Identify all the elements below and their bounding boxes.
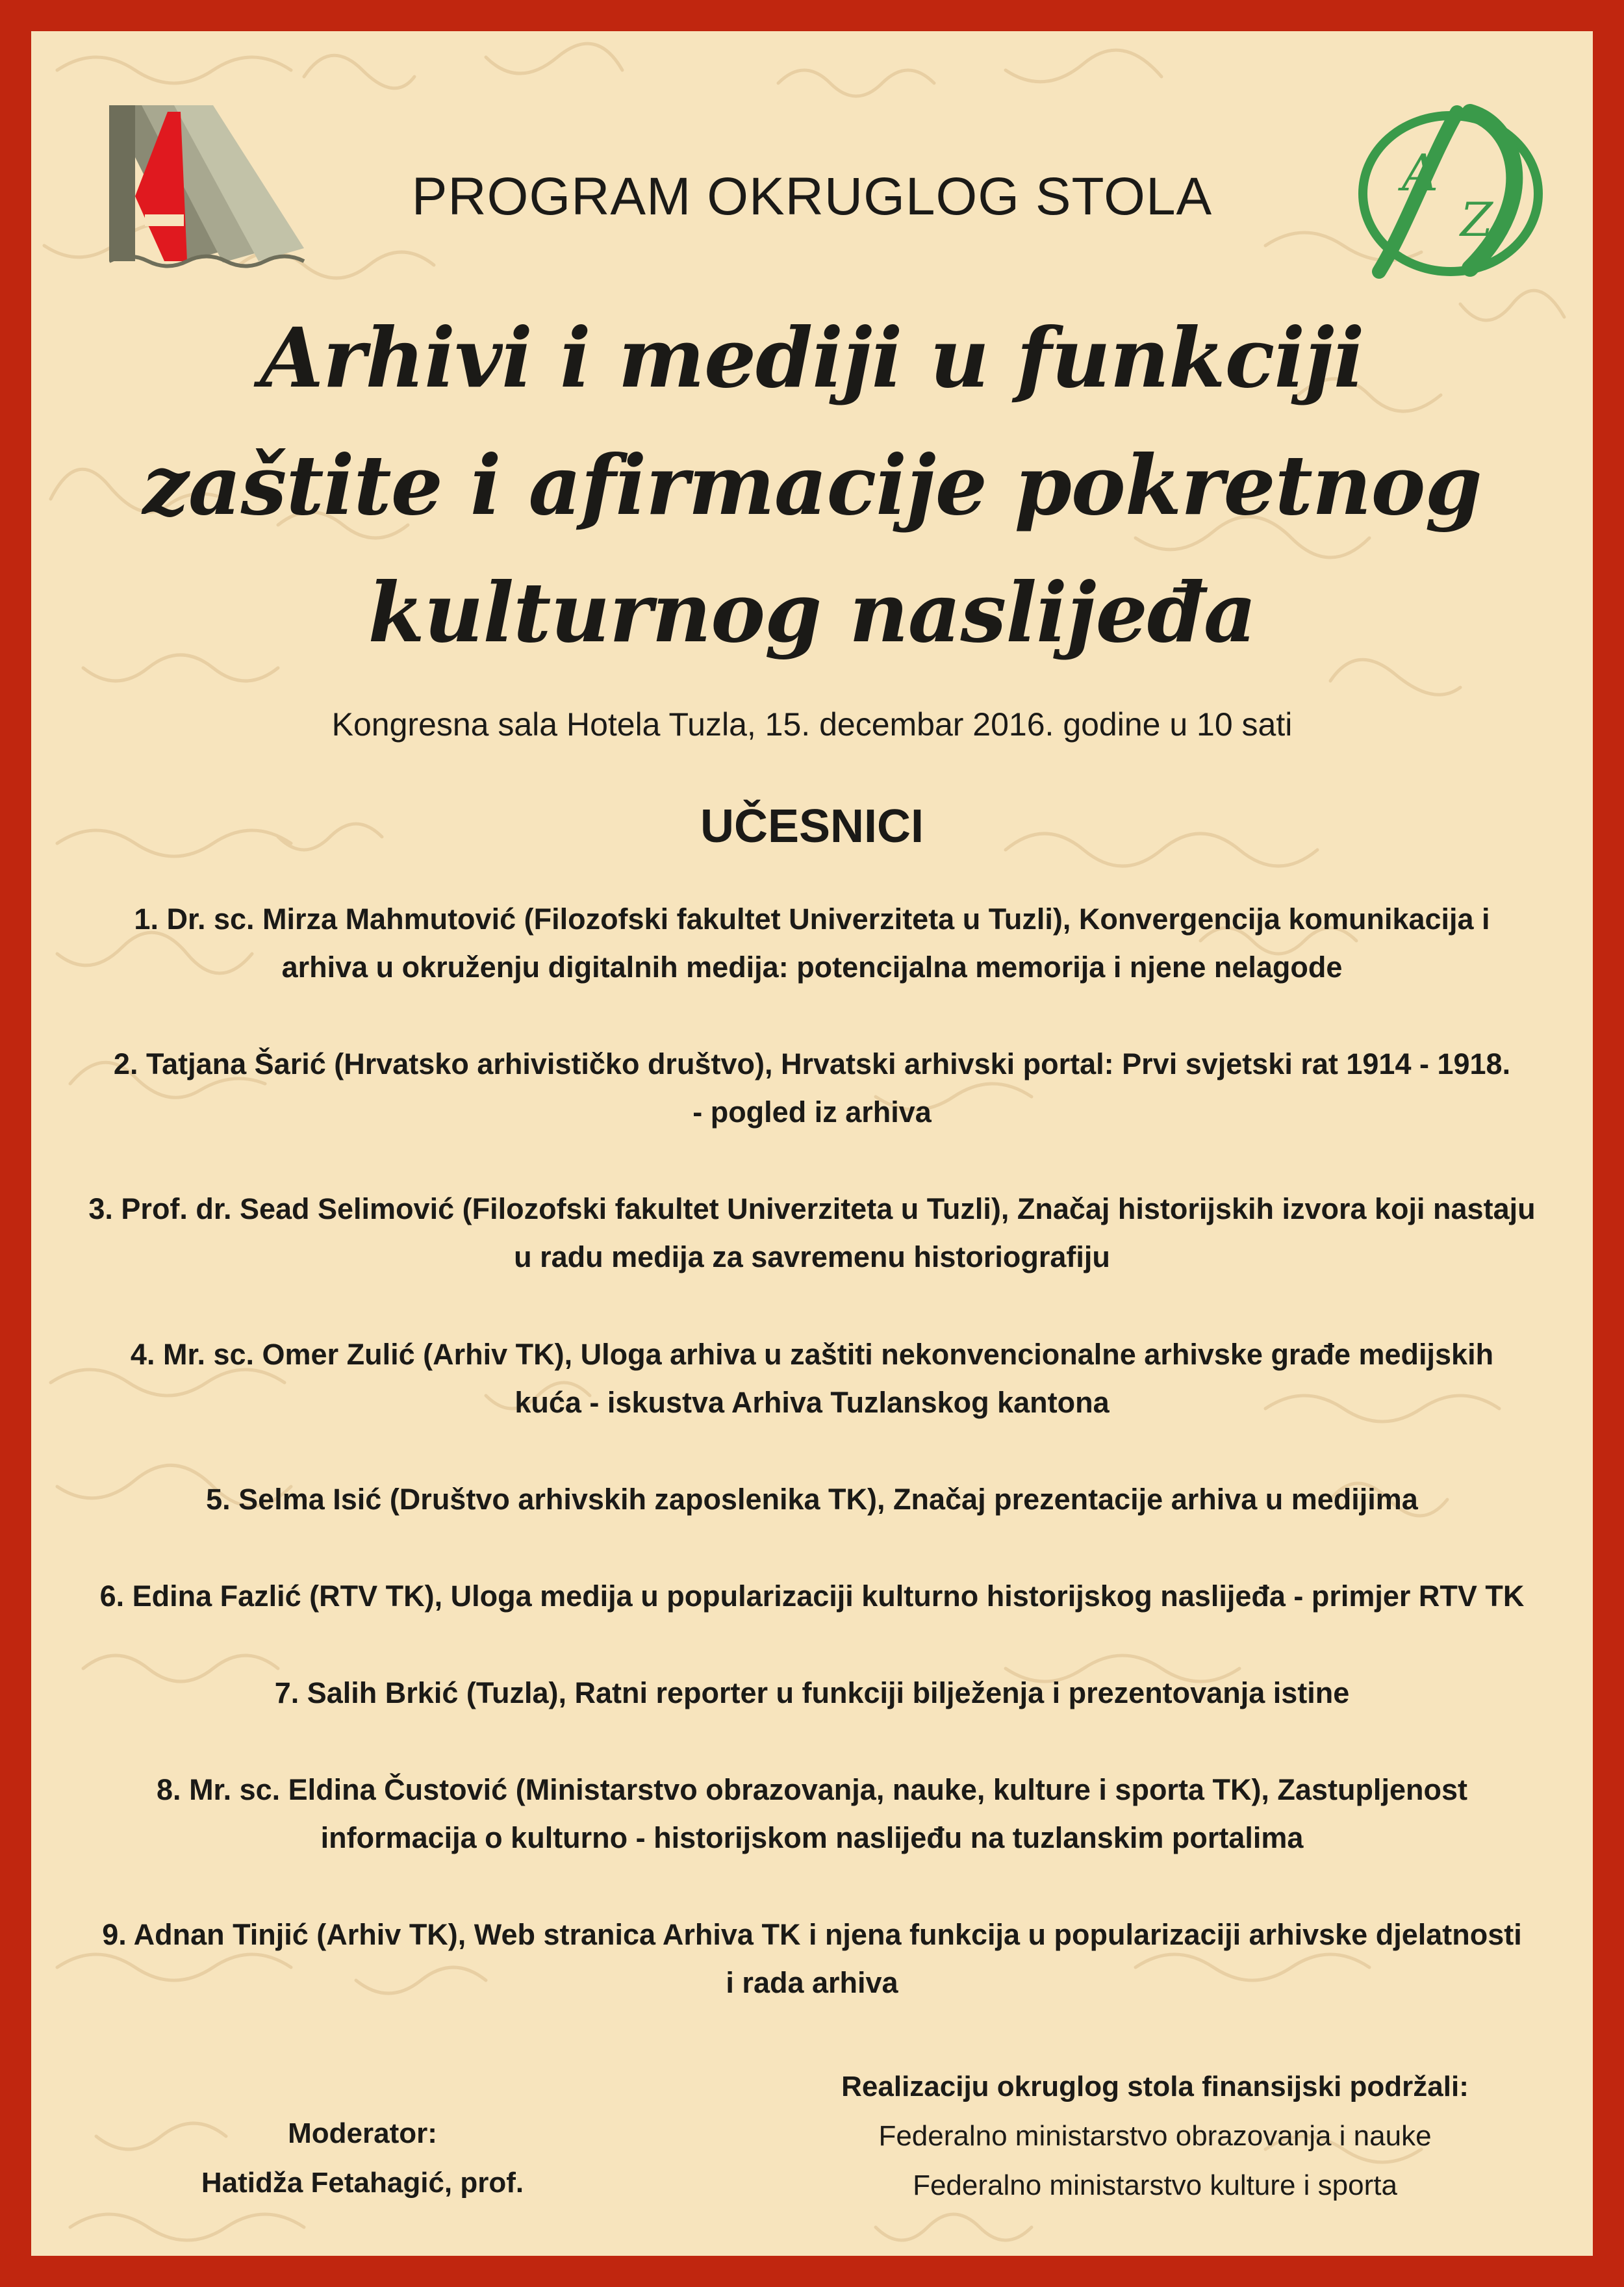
participant-item [77, 895, 1547, 991]
participant-line: i rada arhiva [726, 1966, 898, 1999]
participant-line: 9. Adnan Tinjić (Arhiv TK), Web stranica Arhiva TK i njena funkcija u popularizaciji arhivske djelatnosti [102, 1918, 1522, 1951]
participant-line: 7. Salih Brkić (Tuzla), Ratni reporter u funkciji bilježenja i prezentovanja istine [274, 1676, 1350, 1709]
svg-text:A: A [1402, 144, 1439, 203]
participant-line: 8. Mr. sc. Eldina Čustović (Ministarstvo obrazovanja, nauke, kulture i sporta TK), Zastupljenost [157, 1773, 1467, 1806]
participant-item [77, 1185, 1547, 1281]
title-line: zaštite i afirmacije pokretnog [142, 437, 1482, 533]
title-line: kulturnog naslijeđa [368, 565, 1256, 661]
participant-item [77, 1766, 1547, 1862]
funding-block [798, 2062, 1512, 2210]
funding-line: Federalno ministarstvo obrazovanja i nauke [878, 2120, 1432, 2152]
title-line: Arhivi i mediji u funkciji [260, 310, 1364, 406]
participant-line: informacija o kulturno - historijskom naslijeđu na tuzlanskim portalima [320, 1821, 1304, 1854]
participant-line: u radu medija za savremenu historiografiju [514, 1240, 1110, 1273]
participant-line: kuća - iskustva Arhiva Tuzlanskog kantona [514, 1386, 1110, 1419]
funding-heading: Realizaciju okruglog stola finansijski podržali: [841, 2071, 1469, 2102]
program-title: PROGRAM OKRUGLOG STOLA [411, 167, 1213, 226]
participant-item [77, 1911, 1547, 2007]
participant-item [77, 1331, 1547, 1427]
svg-text:Z: Z [1460, 192, 1493, 247]
participant-line: 6. Edina Fazlić (RTV TK), Uloga medija u popularizaciji kulturno historijskog naslijeđa - primjer RTV TK [99, 1579, 1525, 1613]
participant-line: arhiva u okruženju digitalnih medija: potencijalna memorija i njene nelagode [281, 951, 1343, 984]
funding-line: Federalno ministarstvo kulture i sporta [913, 2169, 1397, 2201]
participant-item [77, 1476, 1547, 1524]
venue-date: Kongresna sala Hotela Tuzla, 15. decembar 2016. godine u 10 sati [331, 706, 1293, 743]
participant-line: 1. Dr. sc. Mirza Mahmutović (Filozofski fakultet Univerziteta u Tuzli), Konvergencija komunikacija i [134, 902, 1490, 936]
participants-heading: UČESNICI [700, 800, 924, 852]
participant-line: 4. Mr. sc. Omer Zulić (Arhiv TK), Uloga arhiva u zaštiti nekonvencionalne arhivske građe medijskih [130, 1338, 1494, 1371]
participant-item [77, 1669, 1547, 1717]
adz-logo-right [1353, 99, 1551, 285]
poster-page [31, 31, 1593, 2256]
moderator-block [135, 2109, 590, 2208]
moderator-name: Hatidža Fetahagić, prof. [201, 2167, 524, 2199]
event-title [31, 294, 1593, 676]
participant-line: - pogled iz arhiva [692, 1095, 932, 1129]
participant-line: 5. Selma Isić (Društvo arhivskih zaposlenika TK), Značaj prezentacije arhiva u medijima [206, 1483, 1418, 1516]
participant-item [77, 1040, 1547, 1136]
participant-line: 2. Tatjana Šarić (Hrvatsko arhivističko društvo), Hrvatski arhivski portal: Prvi svjetski rat 1914 - 1918. [113, 1047, 1511, 1080]
participant-item [77, 1572, 1547, 1620]
participant-line: 3. Prof. dr. Sead Selimović (Filozofski fakultet Univerziteta u Tuzli), Značaj historijskih izvora koji nastaju [88, 1192, 1536, 1225]
moderator-label: Moderator: [288, 2117, 437, 2149]
